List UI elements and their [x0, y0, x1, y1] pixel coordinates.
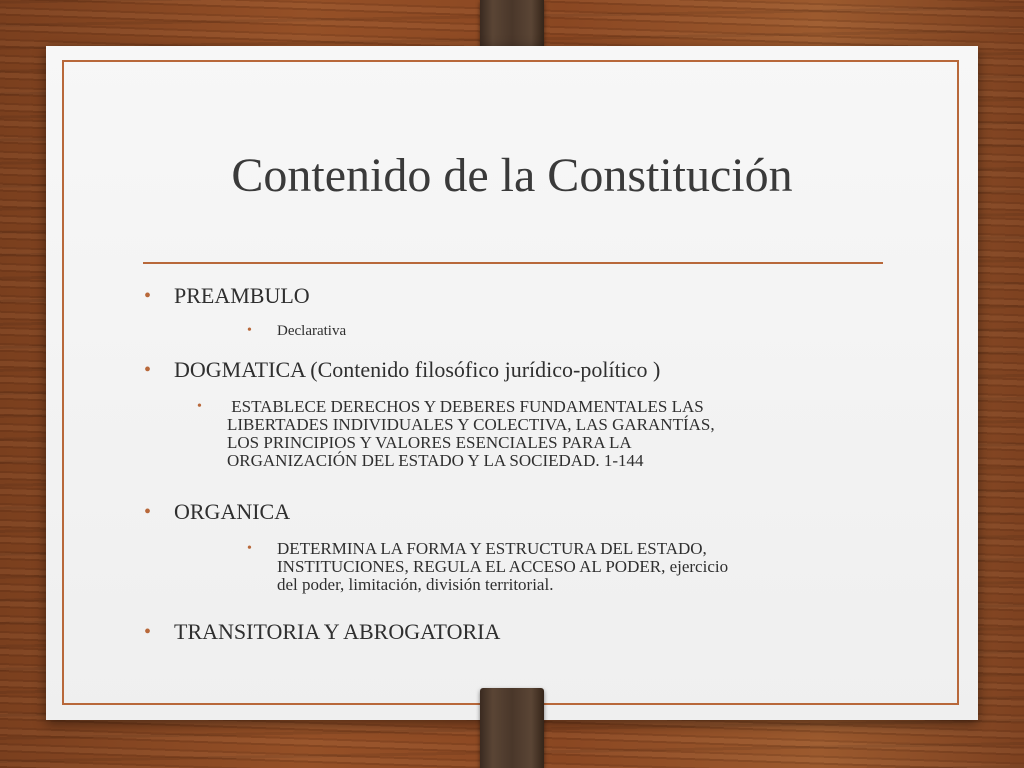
list-item-label: TRANSITORIA Y ABROGATORIA	[174, 619, 501, 644]
sub-item-line: ORGANIZACIÓN DEL ESTADO Y LA SOCIEDAD. 1-144	[227, 451, 644, 470]
sub-item-declarativa	[247, 322, 347, 340]
slide-title: Contenido de la Constitución	[231, 149, 793, 202]
bullet-icon: •	[144, 621, 152, 643]
sub-item-line: ESTABLECE DERECHOS Y DEBERES FUNDAMENTALES LAS	[227, 397, 704, 416]
sub-item-dogmatica-detail	[197, 397, 715, 470]
list-item-dogmatica	[144, 357, 661, 382]
list-item-label: ORGANICA	[174, 499, 291, 524]
list-item-transitoria	[144, 619, 501, 644]
list-item-organica	[144, 499, 291, 524]
list-item-preambulo	[144, 283, 310, 308]
sub-item-line: INSTITUCIONES, REGULA EL ACCESO AL PODER, ejercicio	[277, 557, 729, 576]
sub-item-label: Declarativa	[277, 323, 347, 339]
sub-item-line: del poder, limitación, división territorial.	[277, 575, 554, 594]
list-item-label: DOGMATICA (Contenido filosófico jurídico-político )	[174, 357, 661, 382]
bullet-icon: •	[144, 501, 152, 523]
list-item-label: PREAMBULO	[174, 283, 310, 308]
bullet-icon: •	[247, 541, 252, 556]
bullet-icon: •	[144, 359, 152, 381]
sub-item-line: LOS PRINCIPIOS Y VALORES ESENCIALES PARA LA	[227, 433, 632, 452]
sub-item-line: LIBERTADES INDIVIDUALES Y COLECTIVA, LAS GARANTÍAS,	[227, 415, 715, 434]
bullet-icon: •	[144, 285, 152, 307]
sub-item-line: DETERMINA LA FORMA Y ESTRUCTURA DEL ESTADO,	[277, 539, 707, 558]
bullet-icon: •	[247, 323, 252, 338]
bullet-icon: •	[197, 399, 202, 414]
sub-item-organica-detail	[247, 539, 729, 594]
